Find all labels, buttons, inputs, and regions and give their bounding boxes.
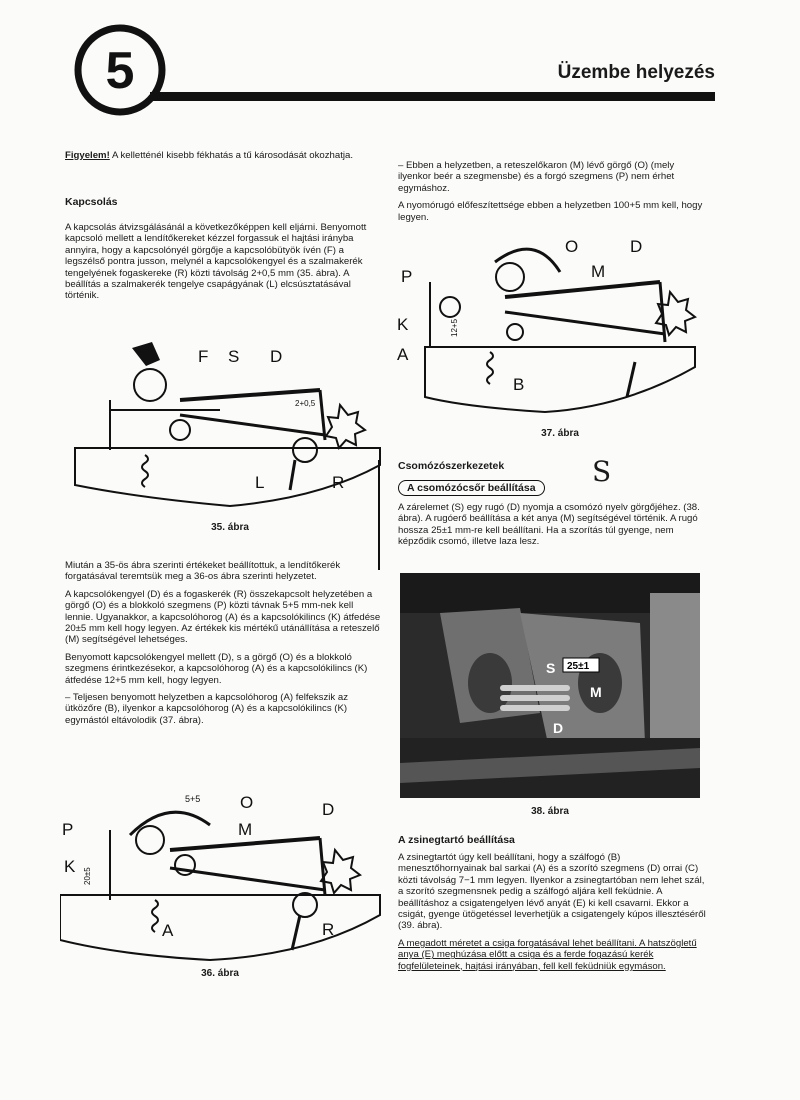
fig38-label-s: S bbox=[546, 660, 556, 676]
fig37-label-a: A bbox=[397, 345, 409, 364]
paragraph: A zsinegtartót úgy kell beállítani, hogy a szálfogó (B) menesztőhornyainak bal sarkai (A) és a szorító szegmens (D) orrai (C) közti távolság 7−1 mm legyen. Ilyenkor a zsinegtartóban nem lehet szál, a szorító szegmensnek pedig a szálfogó aljára kell feküdnie. A beállításhoz a csigatengelyen lévő anyát (E) ki kell csavarni. Ekkor a csigát, gyenge ütögetéssel leverhetjük a csigatengely kúpos illesztéséről (39. ábra). bbox=[398, 852, 706, 932]
paragraph: – Ebben a helyzetben, a reteszelőkaron (M) lévő görgő (O) (mely ilyenkor beér a szegmensbe) és a forgó szegmens (P) nem érhet egymáshoz. bbox=[398, 160, 675, 194]
figure-36 bbox=[60, 790, 390, 965]
figure-35 bbox=[70, 340, 390, 515]
section-heading-zsinegtarto: A zsinegtartó beállítása bbox=[398, 834, 515, 846]
text-block-right-top bbox=[398, 160, 708, 229]
warning-label: Figyelem! bbox=[65, 150, 110, 161]
fig36-label-a: A bbox=[162, 921, 174, 940]
fig36-label-k: K bbox=[64, 857, 76, 876]
paragraph: A nyomórugó előfeszítettsége ebben a helyzetben 100+5 mm kell, hogy legyen. bbox=[398, 200, 703, 223]
section-kapcsolas bbox=[65, 196, 383, 308]
chapter-badge bbox=[72, 22, 168, 118]
paragraph: A kapcsolókengyel (D) és a fogaskerék (R) összekapcsolt helyzetében a görgő (O) és a blokkoló szegmens (P) közti távnak 5+5 mm-nek kell lennie. Ugyanakkor, a kapcsolóhorog (A) és a kapcsolókilincs (K) átfedése 20±5 mm kell hogy legyen. Az értékek kis mértékű utánállítása a reteszelő (M) segítségével lehetséges. bbox=[65, 588, 381, 646]
paragraph: Benyomott kapcsolókengyel mellett (D), s a görgő (O) és a blokkoló szegmens érintkezésekor, a kapcsolóhorog (A) és a kapcsolókilincs (K) átfedése 12+5 mm kell, hogy legyen. bbox=[65, 651, 368, 686]
fig36-label-o: O bbox=[240, 793, 254, 812]
fig37-label-d: D bbox=[630, 237, 643, 256]
warning-block bbox=[65, 150, 383, 167]
fig36-label-p: P bbox=[62, 820, 74, 839]
paragraph: – Teljesen benyomott helyzetben a kapcsolóhorog (A) felfekszik az ütközőre (B), ilyenkor a kapcsolóhorog (A) és a kapcsolókilincs (K) egymástól eltávolodik (37. ábra). bbox=[65, 692, 348, 726]
paragraph: A megadott méretet a csiga forgatásával lehet beállítani. A hatszögletű anya (E) meghúzása előtt a csiga és a ferde fogazású kerék fogfelületeinek, hajtási irányában, fell kell feküdniük egymáson. bbox=[398, 937, 697, 972]
fig35-dimension: 2+0,5 bbox=[295, 399, 316, 408]
chapter-number: 5 bbox=[105, 42, 135, 100]
paragraph: A kapcsolás átvizsgálásánál a következőképpen kell eljárni. Benyomott kapcsoló mellett a lendítőkereket kézzel forgassuk el hajtási irányba annyira, hogy a kapcsolónyél görgője a kapcsolóbütyök ívén (F) a legszélső pontra jusson, melynél a kapcsolókengyel és a szalmakerék tengelyének fogaskereke (R) közti távolság 2+0,5 mm (35. ábra). A beállítás a szalmakerék tengelye csapágyának (L) elcsúsztatásával történik. bbox=[65, 222, 367, 302]
fig36-dimension-2: 20±5 bbox=[83, 867, 92, 885]
warning-text: A kelletténél kisebb fékhatás a tű károsodását okozhatja. bbox=[111, 150, 353, 161]
fig35-label-l: L bbox=[255, 473, 265, 492]
paragraph: Miután a 35-ös ábra szerinti értékeket beállítottuk, a lendítőkerék forgatásával teremtsük meg a 36-os ábra szerinti helyzetet. bbox=[65, 560, 341, 583]
section-heading-csomozo: Csomózószerkezetek bbox=[398, 460, 505, 472]
section-csomozo bbox=[398, 460, 708, 554]
fig36-label-d: D bbox=[322, 800, 335, 819]
fig38-dimension: 25±1 bbox=[567, 661, 590, 672]
paragraph: A zárelemet (S) egy rugó (D) nyomja a csomózó nyelv görgőjéhez. (38. ábra). A rugóerő beállítása a két anya (M) segítségével történik. A rugó hossza 25±1 mm-re kell beállítani. Ha a szorítás túl gyenge, nem képződik csomó, illetve laza lesz. bbox=[398, 502, 700, 548]
fig37-label-o: O bbox=[565, 237, 579, 256]
header-rule bbox=[150, 92, 715, 101]
fig36-label-r: R bbox=[322, 920, 335, 939]
figure-37 bbox=[395, 232, 715, 417]
handwritten-s-mark: S bbox=[592, 455, 612, 488]
fig37-dimension: 12+5 bbox=[450, 318, 459, 337]
caption-fig37: 37. ábra bbox=[541, 428, 579, 439]
fig37-label-k: K bbox=[397, 315, 409, 334]
handwritten-bracket bbox=[378, 460, 388, 570]
page-title: Üzembe helyezés bbox=[557, 62, 715, 83]
fig35-label-d: D bbox=[270, 347, 283, 366]
subheading-csomozocsor: A csomózócsőr beállítása bbox=[398, 480, 545, 496]
fig36-label-m: M bbox=[238, 820, 253, 839]
fig35-label-r: R bbox=[332, 473, 345, 492]
fig36-dimension: 5+5 bbox=[185, 794, 201, 804]
caption-fig35: 35. ábra bbox=[211, 522, 249, 533]
fig37-label-m: M bbox=[591, 262, 606, 281]
section-heading-kapcsolas: Kapcsolás bbox=[65, 196, 118, 208]
section-zsinegtarto bbox=[398, 834, 708, 978]
text-block-left-middle bbox=[65, 560, 383, 732]
fig37-label-b: B bbox=[513, 375, 525, 394]
fig37-label-p: P bbox=[401, 267, 413, 286]
fig35-label-s: S bbox=[228, 347, 240, 366]
fig38-label-d: D bbox=[553, 720, 564, 736]
fig38-label-m: M bbox=[590, 684, 602, 700]
caption-fig38: 38. ábra bbox=[531, 806, 569, 817]
caption-fig36: 36. ábra bbox=[201, 968, 239, 979]
fig35-label-f: F bbox=[198, 347, 209, 366]
figure-38-photo bbox=[400, 573, 700, 798]
